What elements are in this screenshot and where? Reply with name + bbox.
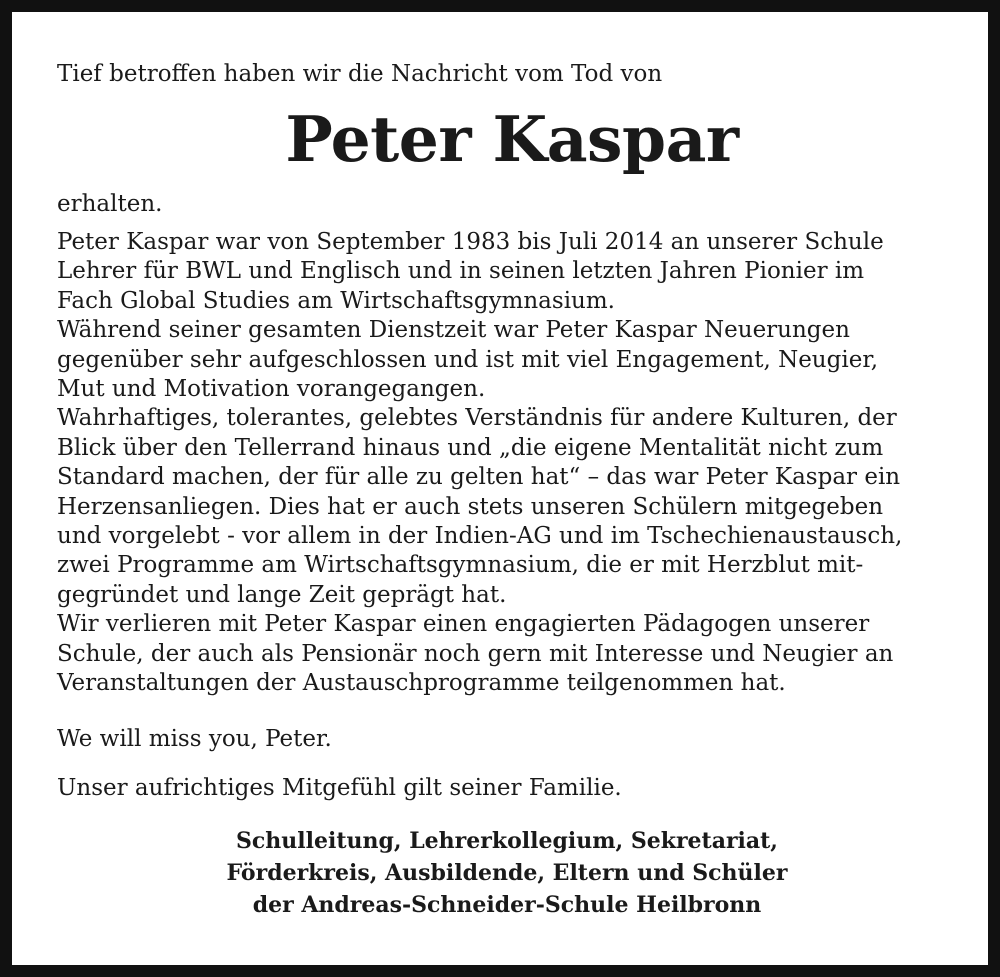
body-line: Fach Global Studies am Wirtschaftsgymnasium.: [57, 287, 615, 314]
closing-condolence: Unser aufrichtiges Mitgefühl gilt seiner Familie.: [57, 774, 622, 801]
after-name-text: erhalten.: [57, 191, 163, 217]
intro-text: Tief betroffen haben wir die Nachricht vom Tod von: [57, 61, 663, 87]
closing-farewell: We will miss you, Peter.: [57, 725, 332, 752]
body-line: Peter Kaspar war von September 1983 bis Juli 2014 an unserer Schule: [57, 229, 884, 255]
body-line: Blick über den Tellerrand hinaus und „die eigene Mentalität nicht zum: [57, 434, 884, 461]
signature-block: [57, 825, 957, 921]
body-line: Herzensanliegen. Dies hat er auch stets unseren Schülern mitgegeben: [57, 493, 884, 520]
deceased-name: Peter Kaspar: [285, 102, 739, 176]
signature-line: Förderkreis, Ausbildende, Eltern und Schüler: [226, 859, 788, 886]
obituary-body: [57, 228, 957, 699]
body-line: Lehrer für BWL und Englisch und in seinen letzten Jahren Pionier im: [57, 258, 865, 285]
body-line: zwei Programme am Wirtschaftsgymnasium, die er mit Herzblut mit-: [57, 552, 864, 579]
signature-line: Schulleitung, Lehrerkollegium, Sekretariat,: [236, 827, 778, 854]
body-line: gegenüber sehr aufgeschlossen und ist mit viel Engagement, Neugier,: [57, 346, 879, 373]
body-line: Schule, der auch als Pensionär noch gern mit Interesse und Neugier an: [57, 640, 894, 667]
body-line: Mut und Motivation vorangegangen.: [57, 376, 486, 403]
obituary-content: [57, 54, 957, 921]
body-line: Während seiner gesamten Dienstzeit war Peter Kaspar Neuerungen: [57, 317, 850, 344]
signature-line: der Andreas-Schneider-Schule Heilbronn: [252, 891, 762, 918]
body-line: Veranstaltungen der Austauschprogramme teilgenommen hat.: [57, 670, 786, 697]
body-line: Standard machen, der für alle zu gelten hat“ – das war Peter Kaspar ein: [57, 464, 901, 491]
body-line: und vorgelebt - vor allem in der Indien-AG und im Tschechienaustausch,: [57, 523, 903, 550]
body-line: Wahrhaftiges, tolerantes, gelebtes Verständnis für andere Kulturen, der: [57, 405, 897, 432]
body-line: Wir verlieren mit Peter Kaspar einen engagierten Pädagogen unserer: [57, 611, 870, 638]
body-line: gegründet und lange Zeit geprägt hat.: [57, 581, 507, 608]
